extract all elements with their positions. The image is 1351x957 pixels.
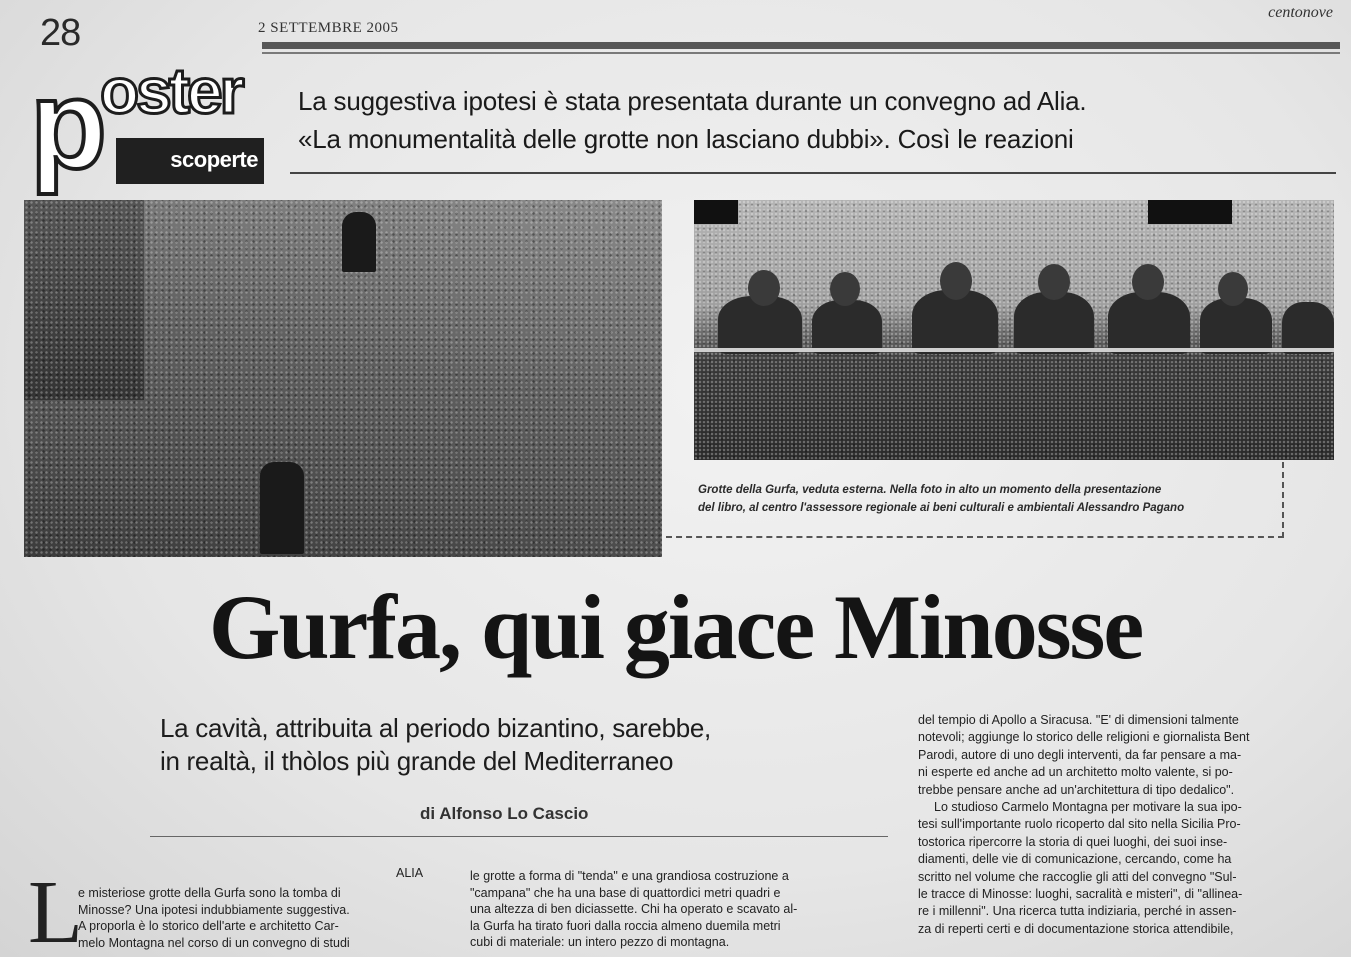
column-line: scritto nel volume che raccoglie gli atti del convegno "Sul- [918, 869, 1237, 884]
column-line: melo Montagna nel corso di un convegno di studi [78, 935, 350, 950]
photo-dark-window [1148, 200, 1232, 224]
column-line: del tempio di Apollo a Siracusa. "E' di dimensioni talmente [918, 713, 1239, 727]
speaker-head [1038, 264, 1070, 300]
column-line: le tracce di Minosse: luoghi, sacralità e misteri", di "allinea- [918, 887, 1243, 902]
column-line: Lo studioso Carmelo Montagna per motivare la sua ipo- [934, 800, 1242, 815]
dateline: ALIA [396, 866, 424, 880]
column-line: tesi sull'importante ruolo ricoperto dal sito nella Sicilia Pro- [918, 817, 1241, 832]
header-rule-thin [262, 52, 1340, 54]
deck-rule [290, 172, 1336, 174]
photo-cave-exterior [24, 200, 662, 557]
kicker-label: scoperte [170, 147, 258, 172]
speaker-silhouette [1014, 292, 1094, 354]
article-column-1 [78, 868, 438, 951]
speaker-silhouette [812, 300, 882, 354]
deck-line-1: La suggestiva ipotesi è stata presentata durante un convegno ad Alia. [298, 86, 1087, 116]
column-line: cubi di materiale: un intero pezzo di montagna. [470, 935, 730, 949]
subhead-line-2: in realtà, il thòlos più grande del Mediterraneo [160, 746, 674, 776]
header-rule [262, 42, 1340, 49]
byline-rule [150, 836, 888, 837]
deck [298, 82, 1086, 158]
deck-line-2: «La monumentalità delle grotte non lasciano dubbi». Così le reazioni [298, 124, 1074, 154]
column-line: la Gurfa ha tirato fuori dalla roccia almeno duemila metri [470, 918, 781, 933]
speaker-silhouette [1108, 292, 1190, 354]
issue-date: 2 SETTEMBRE 2005 [258, 20, 399, 36]
subheadline [160, 712, 880, 778]
column-line: e misteriose grotte della Gurfa sono la tomba di [78, 886, 341, 900]
section-logo [30, 54, 270, 195]
page-number: 28 [40, 12, 81, 54]
speaker-head [1132, 264, 1164, 300]
column-line: za di reperti certi e di documentazione storica attendibile, [918, 921, 1234, 936]
photo-caption [698, 481, 1258, 517]
cave-doorway [260, 462, 304, 554]
column-line: "campana" che ha una base di quattordici metri quadri e [470, 885, 781, 900]
section-logo-p: p [30, 54, 103, 195]
drop-cap: L [28, 863, 83, 957]
column-line: una altezza di ben diciassette. Chi ha operato e scavato al- [470, 902, 798, 916]
caption-line-1: Grotte della Gurfa, veduta esterna. Nella foto in alto un momento della presentazione [698, 484, 1162, 496]
column-line: A proporla è lo storico dell'arte e architetto Car- [78, 919, 339, 933]
column-line: diamenti, delle vie di comunicazione, cercando, come ha [918, 852, 1232, 867]
conference-table [694, 348, 1334, 352]
photo-conference [694, 200, 1334, 460]
speaker-silhouette [1200, 298, 1272, 354]
masthead: centonove [1268, 4, 1333, 21]
article-column-2 [470, 868, 888, 951]
caption-line-2: del libro, al centro l'assessore regionale ai beni culturali e ambientali Alessandro Pagano [698, 502, 1185, 514]
article-column-3 [918, 712, 1336, 938]
headline: Gurfa, qui giace Minosse [208, 576, 1143, 678]
column-line: le grotte a forma di "tenda" e una grandiosa costruzione a [470, 869, 789, 883]
byline: di Alfonso Lo Cascio [420, 804, 589, 823]
kicker-box [116, 138, 264, 184]
column-line: Minosse? Una ipotesi indubbiamente suggestiva. [78, 902, 350, 917]
subhead-line-1: La cavità, attribuita al periodo bizantino, sarebbe, [160, 713, 711, 743]
column-line: notevoli; aggiunge lo storico delle religioni e giornalista Bent [918, 730, 1250, 745]
speaker-silhouette [1282, 302, 1334, 354]
column-line: re i millenni". Una ricerca tutta indiziaria, perché in assen- [918, 904, 1237, 919]
column-line: tostorica ripercorre la storia di quei luoghi, dei suoi inse- [918, 834, 1228, 849]
column-line: Parodi, autore di uno degli interventi, da far pensare a ma- [918, 747, 1242, 762]
speaker-head [748, 270, 780, 306]
cave-opening [342, 212, 376, 272]
photo-dark-corner [694, 200, 738, 224]
column-line: trebbe pensare anche ad un'architettura di tipo dedalico". [918, 782, 1235, 797]
section-logo-oster: oster [100, 55, 242, 127]
speaker-head [1218, 272, 1248, 306]
speaker-head [940, 262, 972, 300]
speaker-head [830, 272, 860, 306]
column-line: ni esperte ed anche ad un architetto molto valente, si po- [918, 765, 1233, 780]
